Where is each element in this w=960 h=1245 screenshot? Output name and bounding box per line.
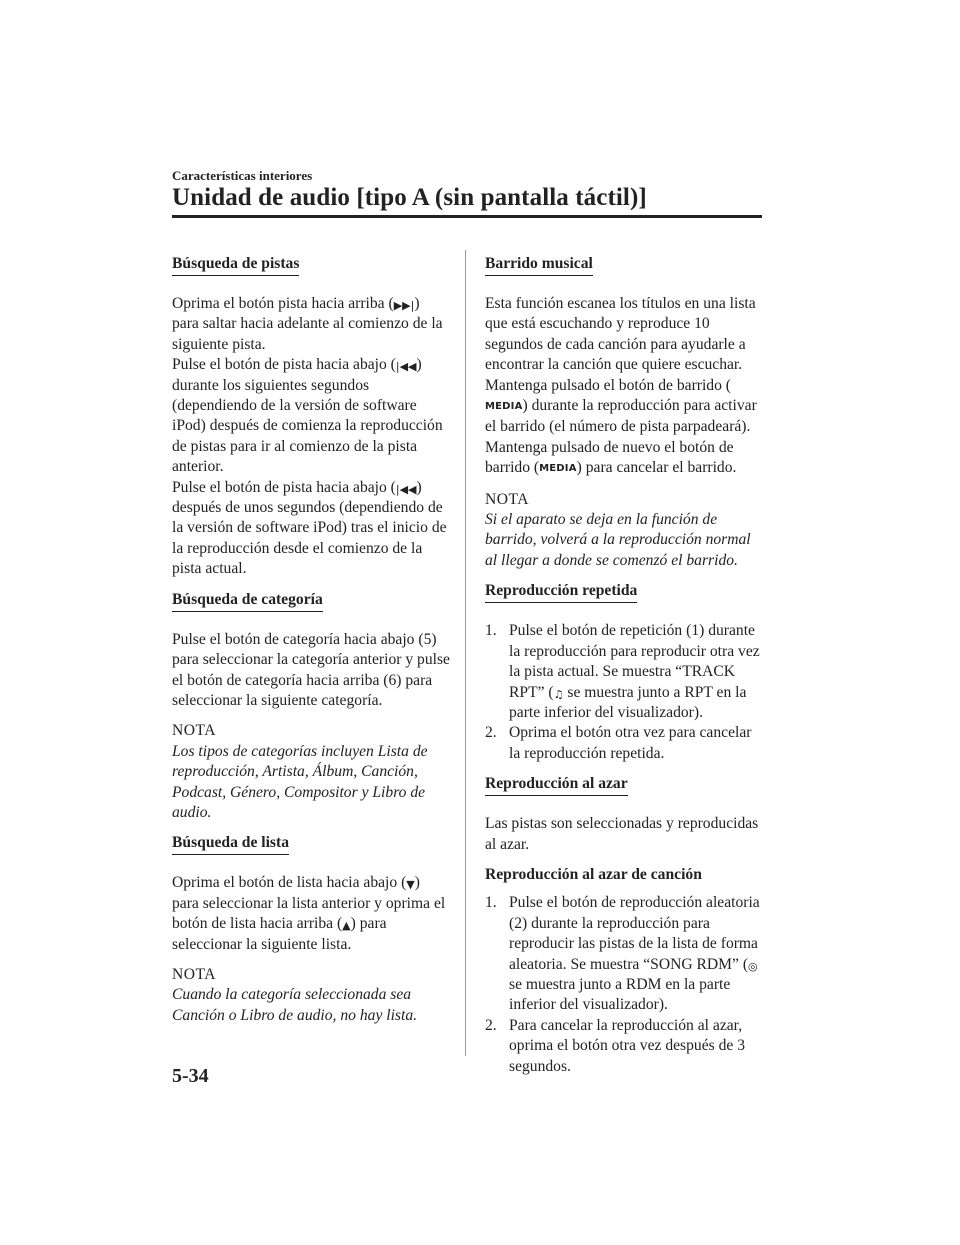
repeat-steps bbox=[485, 621, 763, 764]
note-text: Cuando la categoría seleccionada sea Canción o Libro de audio, no hay lista. bbox=[172, 986, 418, 1024]
paragraph bbox=[172, 873, 450, 955]
section-heading-category-search: Búsqueda de categoría bbox=[172, 590, 323, 612]
item-number: 1. bbox=[485, 894, 497, 912]
item-number: 1. bbox=[485, 622, 497, 640]
list-item bbox=[485, 893, 763, 1015]
note-text: Los tipos de categorías incluyen Lista de reproducción, Artista, Álbum, Canción, Podcast, Género, Compositor y Libro de audio. bbox=[172, 742, 428, 821]
subheading-song-random: Reproducción al azar de canción bbox=[485, 865, 702, 883]
section-heading-list-search: Búsqueda de lista bbox=[172, 833, 289, 855]
list-item bbox=[485, 1016, 763, 1077]
text: Mantenga pulsado el botón de barrido ( bbox=[485, 376, 731, 394]
text: ) para seleccionar la lista anterior y oprima el botón de lista hacia arriba ( bbox=[172, 874, 446, 933]
text: se muestra junto a RDM en la parte inferior del visualizador). bbox=[509, 975, 731, 1014]
random-disc-icon: ◎ bbox=[748, 959, 758, 973]
text: ) para saltar hacia adelante al comienzo de la siguiente pista. bbox=[172, 295, 443, 353]
random-steps bbox=[485, 893, 763, 1077]
text: Oprima el botón pista hacia arriba ( bbox=[172, 295, 394, 312]
media-button-icon: MEDIA bbox=[485, 401, 523, 413]
note-label: NOTA bbox=[485, 490, 530, 508]
paragraph: Pulse el botón de categoría hacia abajo (5) para seleccionar la categoría anterior y pulse el botón de categoría hacia arriba (6) para seleccionar la siguiente categoría. bbox=[172, 630, 450, 709]
text: Oprima el botón otra vez para cancelar la reproducción repetida. bbox=[509, 724, 752, 762]
text: ) durante la reproducción para activar el barrido (el número de pista parpadeará). Mantenga pulsado de nuevo el botón de barrido ( bbox=[485, 397, 757, 477]
previous-track-icon: |◀◀ bbox=[395, 482, 417, 496]
repeat-note-icon: ♫ bbox=[553, 687, 564, 701]
list-item bbox=[485, 723, 763, 764]
text: Para cancelar la reproducción al azar, oprima el botón otra vez después de 3 segundos. bbox=[509, 1016, 746, 1075]
column-divider bbox=[465, 250, 466, 1056]
item-number: 2. bbox=[485, 724, 497, 742]
media-button-icon: MEDIA bbox=[539, 463, 577, 475]
page-title: Unidad de audio [tipo A (sin pantalla táctil)] bbox=[172, 184, 647, 211]
title-rule bbox=[172, 215, 762, 218]
chapter-label: Características interiores bbox=[172, 168, 313, 183]
previous-track-icon: |◀◀ bbox=[395, 360, 417, 374]
next-track-icon: ▶▶| bbox=[393, 299, 415, 312]
paragraph bbox=[172, 478, 450, 580]
paragraph bbox=[172, 294, 450, 355]
text: ) para cancelar el barrido. bbox=[576, 459, 737, 477]
text: ) después de unos segundos (dependiendo de la versión de software iPod) tras el inicio de la reproducción desde el comienzo de la pista actual. bbox=[172, 478, 447, 578]
left-column bbox=[172, 254, 450, 1036]
paragraph bbox=[172, 355, 450, 477]
note-label: NOTA bbox=[172, 965, 217, 983]
paragraph bbox=[485, 376, 763, 480]
section-heading-repeat: Reproducción repetida bbox=[485, 581, 637, 603]
item-number: 2. bbox=[485, 1016, 497, 1034]
section-heading-track-search: Búsqueda de pistas bbox=[172, 254, 299, 276]
down-triangle-icon: ▼ bbox=[406, 878, 415, 892]
text: se muestra junto a RPT en la parte inferior del visualizador). bbox=[509, 683, 747, 721]
note-label: NOTA bbox=[172, 722, 217, 740]
text: ) durante los siguientes segundos (dependiendo de la versión de software iPod) después de comienza la reproducción de pistas para ir al comienzo de la pista anterior. bbox=[172, 356, 443, 476]
text: ) para seleccionar la siguiente lista. bbox=[172, 915, 387, 953]
text: Oprima el botón de lista hacia abajo ( bbox=[172, 874, 407, 892]
up-triangle-icon: ▲ bbox=[342, 919, 351, 933]
section-heading-music-scan: Barrido musical bbox=[485, 254, 593, 276]
right-column bbox=[485, 254, 763, 1087]
text: Pulse el botón de pista hacia abajo ( bbox=[172, 478, 396, 496]
text: Pulse el botón de reproducción aleatoria (2) durante la reproducción para reproducir las pistas de la lista de forma aleatoria. Se muestra “SONG RDM” ( bbox=[509, 894, 760, 973]
paragraph: Las pistas son seleccionadas y reproducidas al azar. bbox=[485, 815, 759, 853]
text: Pulse el botón de pista hacia abajo ( bbox=[172, 356, 396, 374]
section-heading-random: Reproducción al azar bbox=[485, 774, 628, 796]
paragraph: Esta función escanea los títulos en una lista que está escuchando y reproduce 10 segundos de cada canción para ayudarle a encontrar la canción que quiere escuchar. bbox=[485, 295, 756, 374]
text: Pulse el botón de repetición (1) durante la reproducción para reproducir otra vez la pista actual. Se muestra “TRACK RPT” ( bbox=[509, 622, 760, 701]
page-number: 5-34 bbox=[172, 1065, 209, 1087]
list-item bbox=[485, 621, 763, 723]
note-text: Si el aparato se deja en la función de barrido, volverá a la reproducción normal al llegar a donde se comenzó el barrido. bbox=[485, 511, 751, 569]
